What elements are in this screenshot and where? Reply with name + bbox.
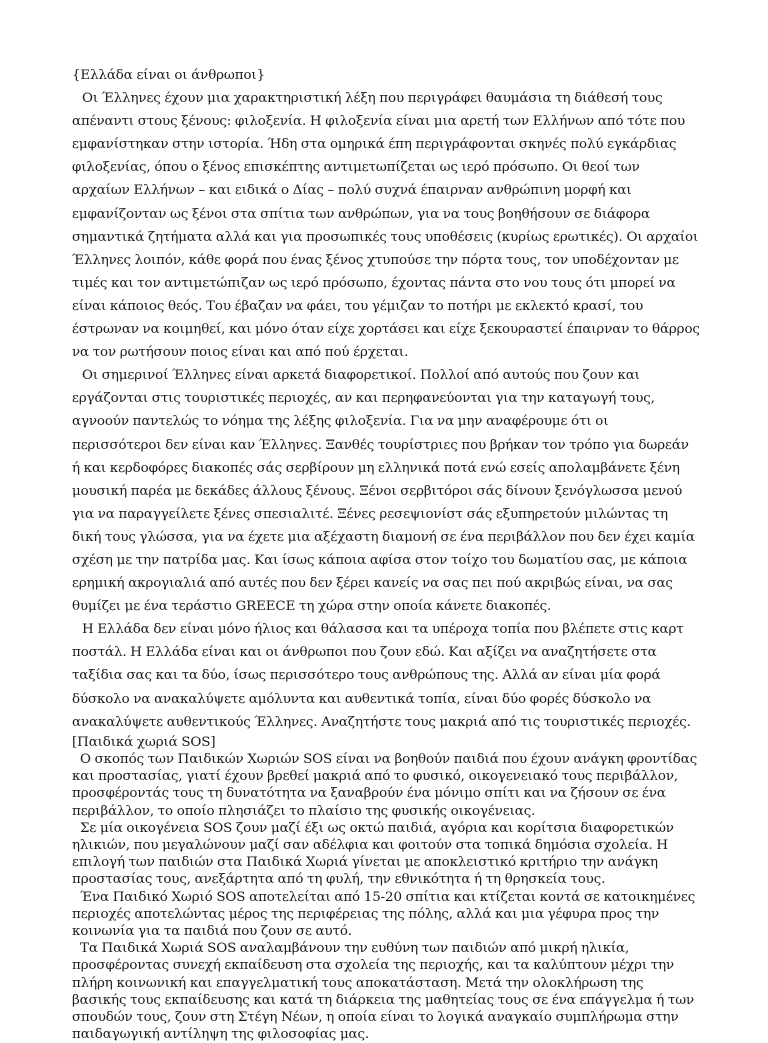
paragraph-sos-family: Σε μία οικογένεια SOS ζουν μαζί έξι ως οκτώ παιδιά, αγόρια και κορίτσια διαφορετικών ηλικιών, που μεγαλώνουν μαζί σαν αδέλφια και φοιτούν στα τοπικά δημόσια σχολεία. Η επιλογή των παιδιών στα Παιδικά Χωριά γίνεται με αποκλειστικό κριτήριο την ανάγκη προστασίας τους, ανεξάρτητα από τη φυλή, την εθνικότητα ή τη θρησκεία τους. [72, 820, 674, 888]
paragraph-greece-people: Η Ελλάδα δεν είναι μόνο ήλιος και θάλασσα και τα υπέροχα τοπία που βλέπετε στις καρτ ποστάλ. Η Ελλάδα είναι και οι άνθρωποι που ζουν εδώ. Και αξίζει να αναζητήσετε στα ταξίδια σας και τα δύο, ίσως περισσότερο τους ανθρώπους της. Αλλά αν είναι μία φορά δύσκολο να ανακαλύψετε αμόλυντα και αυθεντικά τοπία, είναι δύο φορές δύσκολο να ανακαλύψετε αυθεντικούς Έλληνες. Αναζητήστε τους μακριά από τις τουριστικές περιοχές. [72, 622, 691, 730]
paragraph-sos-responsibility: Τα Παιδικά Χωριά SOS αναλαμβάνουν την ευθύνη των παιδιών από μικρή ηλικία, προσφέροντας συνεχή εκπαίδευση στα σχολεία της περιοχής, και τα καλύπτουν μέχρι την πλήρη κοινωνική και επαγγελματική τους αποκατάσταση. Μετά την ολοκλήρωση της βασικής τους εκπαίδευσης και κατά τη διάρκεια της μαθητείας τους σε ένα επάγγελμα ή των σπουδών τους, ζουν στη Στέγη Νέων, η οποία είναι το λογικά αναγκαίο συμπλήρωμα στην παιδαγωγική αντίληψη της φιλοσοφίας μας. [72, 941, 695, 1043]
section-heading-greece: {Ελλάδα είναι οι άνθρωποι} [72, 68, 265, 83]
section-heading-sos: [Παιδικά χωριά SOS] [72, 734, 216, 750]
paragraph-hospitality-history: Οι Έλληνες έχουν μια χαρακτηριστική λέξη που περιγράφει θαυμάσια τη διάθεσή τους απέναντι στους ξένους: φιλοξενία. Η φιλοξενία είναι μια αρετή των Ελλήνων από τότε που εμφανίστηκαν στην ιστορία. Ήδη στα ομηρικά έπη περιγράφονται σκηνές πολύ εγκάρδιας φιλοξενίας, όπου ο ξένος επισκέπτης αντιμετωπίζεται ως ιερό πρόσωπο. Οι θεοί των αρχαίων Ελλήνων – και ειδικά ο Δίας – πολύ συχνά έπαιρναν ανθρώπινη μορφή και εμφανίζονταν ως ξένοι στα σπίτια των ανθρώπων, για να τους βοηθήσουν σε διάφορα σημαντικά ζητήματα αλλά και για προσωπικές τους υποθέσεις (κυρίως ερωτικές). Οι αρχαίοι Έλληνες λοιπόν, κάθε φορά που ένας ξένος χτυπούσε την πόρτα τους, τον υποδέχονταν με τιμές και τον αντιμετώπιζαν ως ιερό πρόσωπο, έχοντας πάντα στο νου τους ότι μπορεί να είναι κάποιος θεός. Του έβαζαν να φάει, του γέμιζαν το ποτήρι με εκλεκτό κρασί, του έστρωναν να κοιμηθεί, και μόνο όταν είχε χορτάσει και είχε ξεκουραστεί έπαιρναν το θάρρος να τον ρωτήσουν ποιος είναι και από πού έρχεται. [72, 91, 700, 361]
paragraph-modern-greeks: Οι σημερινοί Έλληνες είναι αρκετά διαφορετικοί. Πολλοί από αυτούς που ζουν και εργάζονται στις τουριστικές περιοχές, αν και περηφανεύονται για την καταγωγή τους, αγνοούν παντελώς το νόημα της λέξης φιλοξενία. Για να μην αναφέρουμε ότι οι περισσότεροι δεν είναι καν Έλληνες. Ξανθές τουρίστριες που βρήκαν τον τρόπο για δωρεάν ή και κερδοφόρες διακοπές σάς σερβίρουν μη ελληνικά ποτά ενώ εσείς απολαμβάνετε ξένη μουσική παρέα με δεκάδες άλλους ξένους. Ξένοι σερβιτόροι σάς δίνουν ξενόγλωσσα μενού για να παραγγείλετε ξένες σπεσιαλιτέ. Ξένες ρεσεψιονίστ σάς εξυπηρετούν μιλώντας τη δική τους γλώσσα, για να έχετε μια αξέχαστη διαμονή σε ένα περιβάλλον που δεν έχει καμία σχέση με την πατρίδα μας. Και ίσως κάποια αφίσα στον τοίχο του δωματίου σας, με κάποια ερημική ακρογιαλιά από αυτές που δεν ξέρει κανείς να σας πει πού ακριβώς είναι, να σας θυμίζει με ένα τεράστιο GREECE τη χώρα στην οποία κάνετε διακοπές. [72, 368, 695, 615]
document-page [72, 64, 700, 1043]
paragraph-sos-village: Ένα Παιδικό Χωριό SOS αποτελείται από 15-20 σπίτια και κτίζεται κοντά σε κατοικημένες περιοχές αποτελώντας μέρος της περιφέρειας της πόλης, αλλά και μια γέφυρα προς την κοινωνία για τα παιδιά που ζουν σε αυτό. [72, 889, 696, 939]
paragraph-sos-purpose: Ο σκοπός των Παιδικών Χωριών SOS είναι να βοηθούν παιδιά που έχουν ανάγκη φροντίδας και προστασίας, γιατί έχουν βρεθεί μακριά από το φυσικό, οικογενειακό τους περιβάλλον, προσφέροντάς τους τη δυνατότητα να ξαναβρούν ένα μόνιμο σπίτι και να ζήσουν σε ένα περιβάλλον, το οποίο πλησιάζει το πλαίσιο της φυσικής οικογένειας. [72, 751, 698, 819]
